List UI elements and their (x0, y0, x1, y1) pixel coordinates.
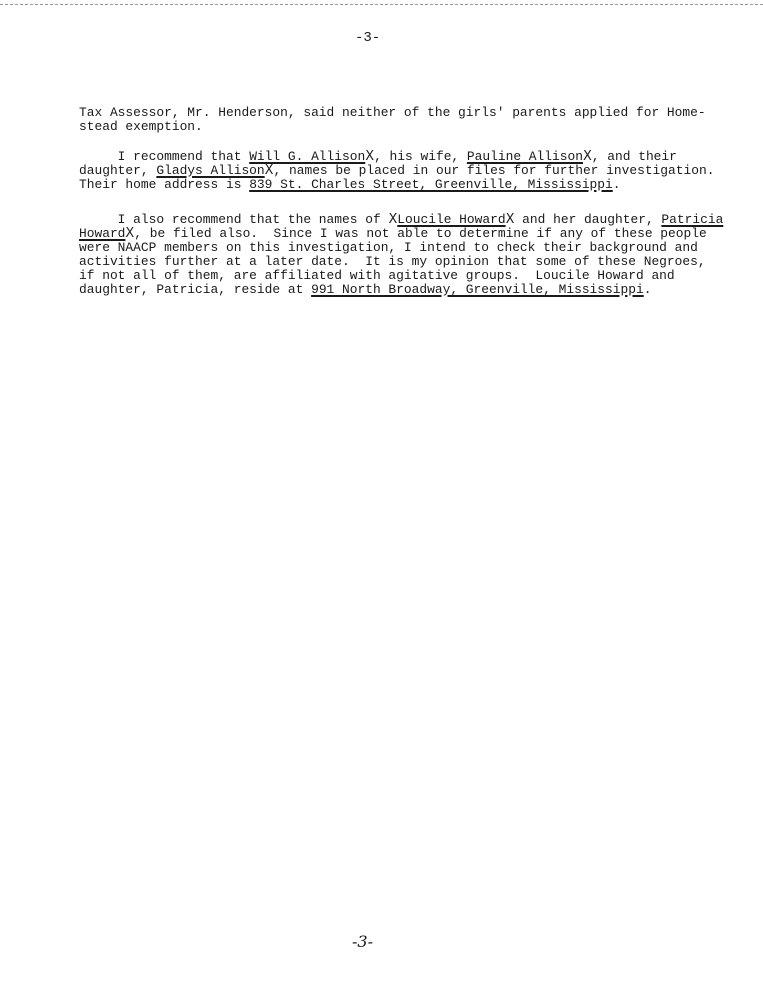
underlined-text: 991 North Broadway, Greenville, Mississippi (311, 282, 644, 297)
underlined-text: Loucile Howard (397, 212, 506, 227)
text-segment: I also recommend that the names of (79, 212, 389, 227)
page-number-bottom-handwritten: -3- (352, 932, 373, 951)
text-line (79, 106, 706, 119)
page-number-top: -3- (355, 30, 381, 46)
text-line (79, 213, 723, 226)
handwritten-x-mark: X (264, 163, 274, 178)
handwritten-x-mark: X (365, 149, 375, 164)
underlined-text: 839 St. Charles Street, Greenville, Mississippi (249, 177, 613, 192)
underlined-text: Will G. Allison (249, 149, 366, 164)
text-segment: daughter, Patricia, reside at (79, 282, 312, 297)
text-segment: I recommend that (79, 149, 250, 164)
handwritten-x-mark: X (125, 226, 135, 241)
underlined-text: Howard (79, 226, 126, 241)
handwritten-x-mark: X (582, 149, 592, 164)
text-line (79, 178, 621, 191)
text-segment: . (612, 177, 621, 192)
text-segment: if not all of them, are affiliated with agitative groups. Loucile Howard and (79, 268, 675, 283)
text-line (79, 227, 707, 240)
underlined-text: Patricia (661, 212, 724, 227)
text-segment: activities further at a later date. It is my opinion that some of these Negroes, (79, 254, 706, 269)
text-segment: , be filed also. Since I was not able to determine if any of these people (134, 226, 707, 241)
text-line (79, 120, 203, 133)
text-line (79, 150, 677, 163)
text-segment: were NAACP members on this investigation, I intend to check their background and (79, 240, 698, 255)
text-line (79, 255, 706, 268)
handwritten-x-mark: X (388, 212, 398, 227)
text-line (79, 241, 698, 254)
text-segment: and her daughter, (514, 212, 662, 227)
text-segment: daughter, (79, 163, 157, 178)
text-segment: Their home address is (79, 177, 250, 192)
text-line (79, 164, 714, 177)
underlined-text: Pauline Allison (466, 149, 583, 164)
underlined-text: Gladys Allison (156, 163, 265, 178)
text-segment: , and their (591, 149, 677, 164)
handwritten-x-mark: X (505, 212, 515, 227)
text-line (79, 269, 675, 282)
text-segment: , his wife, (374, 149, 467, 164)
scan-edge (0, 0, 763, 5)
text-segment: , names be placed in our files for further investigation. (273, 163, 715, 178)
text-segment: stead exemption. (79, 119, 203, 134)
text-segment: Tax Assessor, Mr. Henderson, said neither of the girls' parents applied for Home- (79, 105, 706, 120)
text-segment: . (643, 282, 652, 297)
text-line (79, 283, 651, 296)
